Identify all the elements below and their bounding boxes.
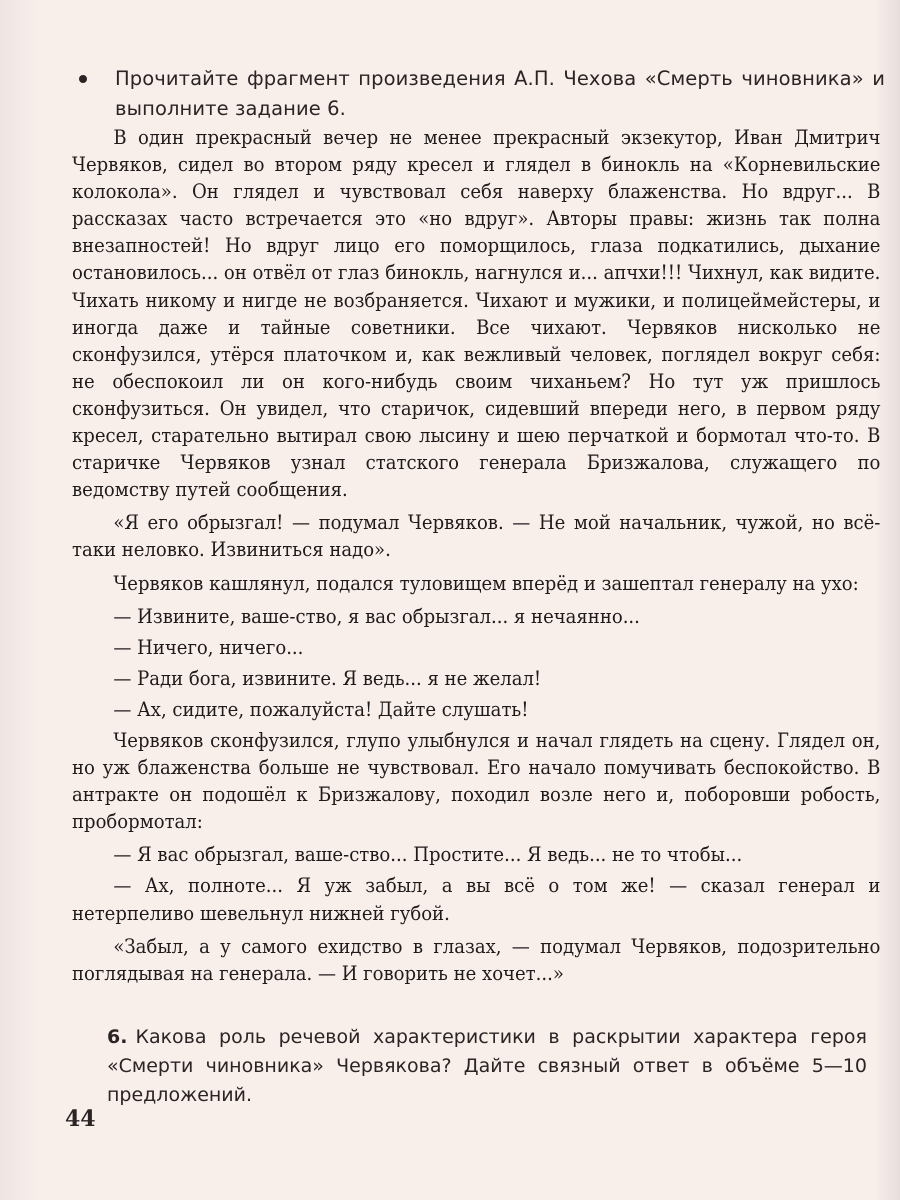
dialog-line: — Ради бога, извините. Я ведь... я не желал! <box>113 666 542 690</box>
question-number: 6. <box>107 1026 128 1048</box>
dialog-line: — Ах, сидите, пожалуйста! Дайте слушать! <box>113 697 529 721</box>
dialog-line: — Ничего, ничего... <box>113 635 304 659</box>
excerpt-paragraph: Червяков кашлянул, подался туловищем вперёд и зашептал генералу на ухо: <box>113 571 859 595</box>
bullet-icon <box>79 75 87 83</box>
question-6 <box>107 1023 867 1110</box>
task-instruction <box>95 64 885 124</box>
excerpt-paragraph: «Я его обрызгал! — подумал Червяков. — Не мой начальник, чужой, но всё-таки неловко. Извиниться надо». <box>72 511 881 562</box>
dialog-line: — Ах, полноте... Я уж забыл, а вы всё о том же! — сказал генерал и нетерпеливо шевельнул нижней губой. <box>72 874 881 925</box>
page-number: 44 <box>65 1106 96 1132</box>
literary-excerpt <box>72 124 881 993</box>
question-text: Какова роль речевой характеристики в раскрытии характера героя «Смерти чиновника» Червякова? Дайте связный ответ в объёме 5—10 предложений. <box>107 1026 867 1106</box>
dialog-line: — Извините, ваше-ство, я вас обрызгал... я нечаянно... <box>113 604 640 628</box>
excerpt-paragraph: «Забыл, а у самого ехидство в глазах, — подумал Червяков, подозрительно поглядывая на генерала. — И говорить не хочет...» <box>72 934 881 985</box>
excerpt-paragraph: В один прекрасный вечер не менее прекрасный экзекутор, Иван Дмитрич Червяков, сидел во втором ряду кресел и глядел в бинокль на «Корневильские колокола». Он глядел и чувствовал себя наверху блаженства. Но вдруг... В рассказах часто встречается это «но вдруг». Авторы правы: жизнь так полна внезапностей! Но вдруг лицо его поморщилось, глаза подкатились, дыхание остановилось... он отвёл от глаз бинокль, нагнулся и... апчхи!!! Чихнул, как видите. Чихать никому и нигде не возбраняется. Чихают и мужики, и полицеймейстеры, и иногда даже и тайные советники. Все чихают. Червяков нисколько не сконфузился, утёрся платочком и, как вежливый человек, поглядел вокруг себя: не обеспокоил ли он кого-нибудь своим чиханьем? Но тут уж пришлось сконфузиться. Он увидел, что старичок, сидевший впереди него, в первом ряду кресел, старательно вытирал свою лысину и шею перчаткой и бормотал что-то. В старичке Червяков узнал статского генерала Бризжалова, служащего по ведомству путей сообщения. <box>72 126 881 502</box>
excerpt-paragraph: Червяков сконфузился, глупо улыбнулся и начал глядеть на сцену. Глядел он, но уж блаженства больше не чувствовал. Его начало помучивать беспокойство. В антракте он подошёл к Бризжалову, походил возле него и, поборовши робость, пробормотал: <box>72 728 881 834</box>
instruction-text: Прочитайте фрагмент произведения А.П. Чехова «Смерть чиновника» и выполните задание 6. <box>115 67 885 120</box>
dialog-line: — Я вас обрызгал, ваше-ство... Простите... Я ведь... не то чтобы... <box>113 843 743 867</box>
